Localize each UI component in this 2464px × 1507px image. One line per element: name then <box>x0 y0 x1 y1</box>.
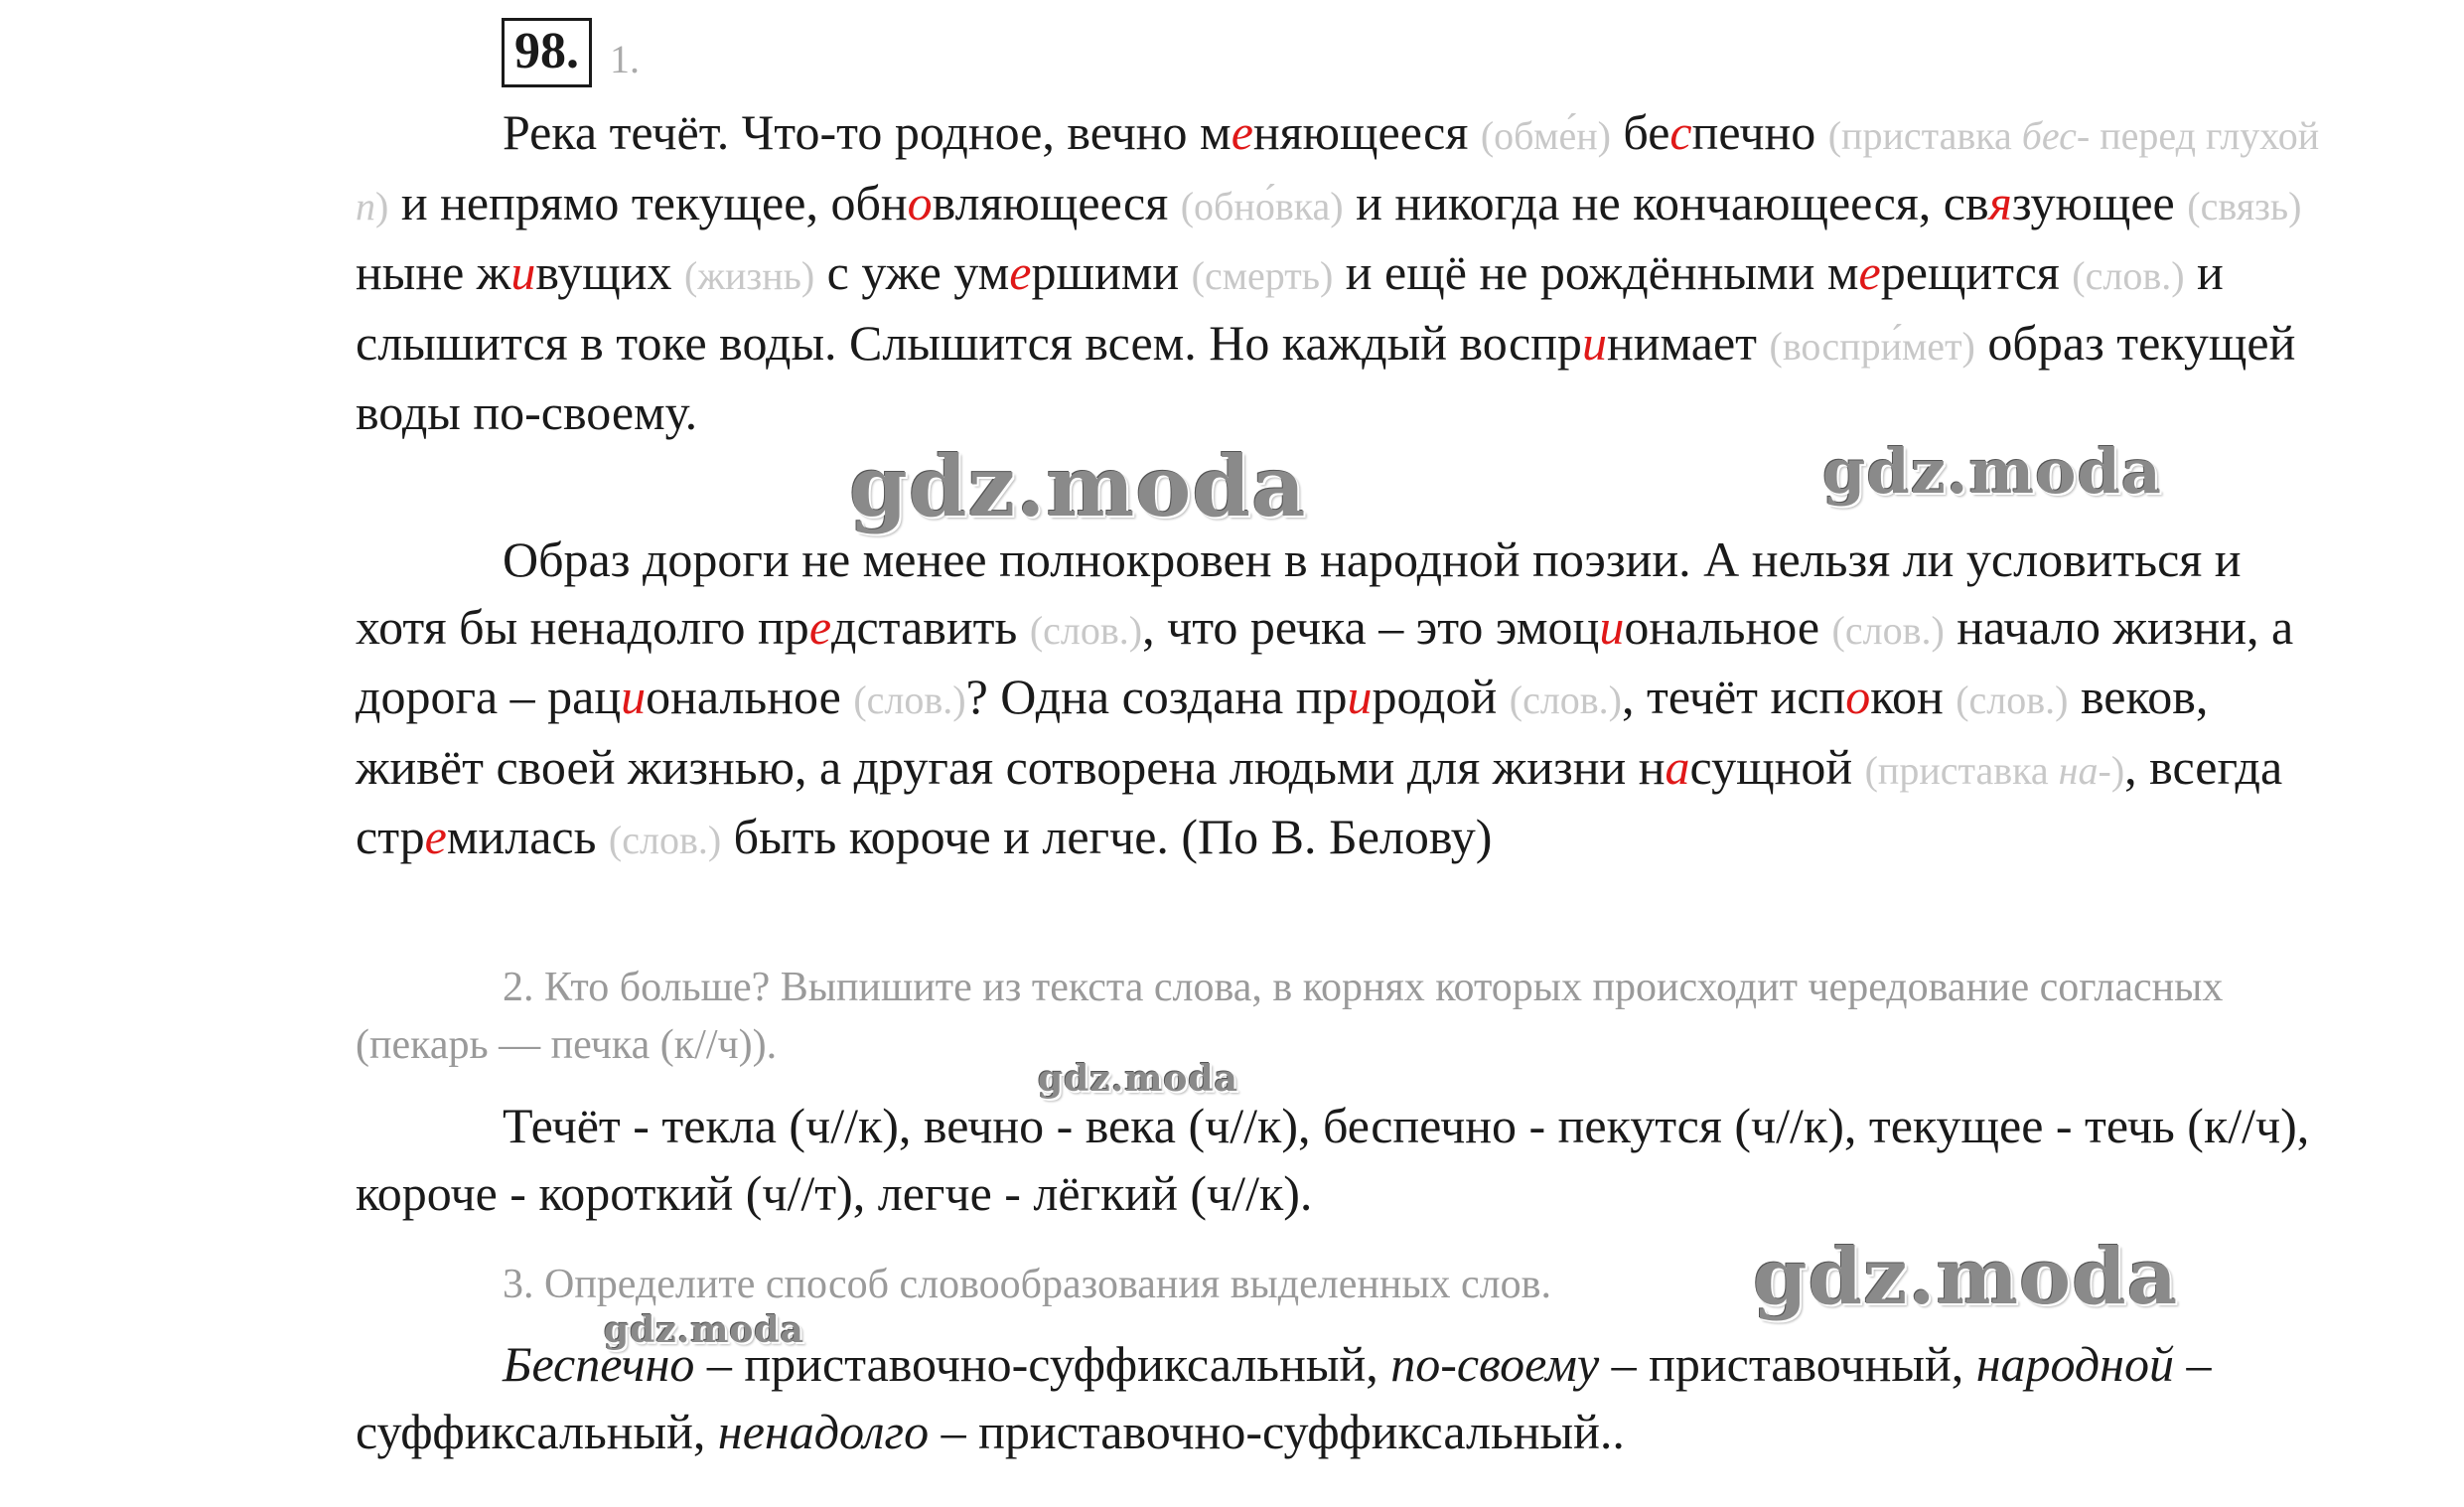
text-fragment: , что речка – это эмоц <box>1142 598 1600 655</box>
check-note: (связь) <box>2187 183 2302 228</box>
check-note-italic: на- <box>2058 747 2111 793</box>
highlighted-letter: е <box>1231 104 1253 160</box>
text-fragment: и никогда не кончающееся, св <box>1343 174 1989 230</box>
text-fragment: быть короче и легче. (По В. Белову) <box>721 809 1493 864</box>
derivation-word: по-своему <box>1390 1336 1600 1392</box>
text-fragment: ршими <box>1031 244 1192 300</box>
text-fragment: и ещё не рождёнными м <box>1333 244 1859 300</box>
highlighted-letter: е <box>1009 244 1032 300</box>
watermark: gdz.moda <box>1753 1232 2179 1322</box>
check-note: перед глухой <box>2090 113 2320 158</box>
highlighted-letter: е <box>424 809 447 864</box>
check-note-italic: п <box>356 183 375 228</box>
text-fragment: дставить <box>831 598 1030 655</box>
derivation-word: народной <box>1975 1336 2174 1392</box>
exercise-header <box>502 18 640 87</box>
text-fragment: сущной <box>1689 738 1865 795</box>
check-note-italic: бес- <box>2021 113 2091 158</box>
text-fragment: нимает <box>1606 314 1770 371</box>
highlighted-letter: с <box>1669 104 1692 160</box>
text-fragment: веков, живёт своей жизнью, а другая сотворена людьми для жизни н <box>356 669 2209 795</box>
highlighted-letter: а <box>1665 738 1690 795</box>
text-fragment: , всегда стр <box>356 738 2283 864</box>
text-fragment: начало жизни, а дорога – рац <box>356 598 2294 724</box>
derivation-type: – приставочно-суффиксальный, <box>694 1336 1391 1392</box>
text-fragment: печно <box>1691 104 1828 160</box>
text-fragment: ональное <box>1624 598 1832 655</box>
check-note: (смерть) <box>1191 253 1334 298</box>
text-fragment: Образ дороги не менее полнокровен в народной поэзии. А нельзя ли условиться и хотя бы ненадолго пр <box>356 531 2242 655</box>
text-fragment: ныне ж <box>356 244 511 300</box>
answer-2 <box>356 1093 2322 1227</box>
text-fragment: милась <box>446 809 609 864</box>
text-fragment: зующее <box>2011 174 2188 230</box>
check-note: (слов.) <box>1956 678 2069 722</box>
check-note: ) <box>375 183 389 228</box>
check-note: (слов.) <box>608 818 722 862</box>
check-note: (слов.) <box>1831 607 1945 653</box>
text-fragment: бе <box>1610 104 1670 160</box>
text-fragment: родой <box>1372 669 1510 724</box>
text-fragment: образ текущей воды по-своему. <box>356 314 2296 440</box>
check-note: (слов.) <box>1029 607 1143 653</box>
highlighted-letter: и <box>621 669 647 724</box>
check-note: (слов.) <box>853 678 966 722</box>
answer-2-text: Течёт - текла (ч//к), вечно - века (ч//к), беспечно - пекутся (ч//к), текущее - течь (к//ч), короче - короткий (ч//т), легче - лёгкий (ч//к). <box>356 1098 2310 1221</box>
highlighted-letter: и <box>1581 314 1607 371</box>
task-3-text: 3. Определите способ словообразования выделенных слов. <box>503 1262 1551 1307</box>
check-note: (воспри́мет) <box>1769 323 1975 369</box>
task-2 <box>356 959 2322 1074</box>
answer-3 <box>356 1331 2322 1465</box>
highlighted-letter: о <box>907 174 933 230</box>
text-fragment: с уже ум <box>814 244 1010 300</box>
exercise-number: 98. <box>502 18 592 87</box>
text-fragment: рещится <box>1880 244 2073 300</box>
derivation-type: – приставочный, <box>1599 1336 1976 1392</box>
highlighted-letter: я <box>1988 174 2012 230</box>
text-fragment: Река течёт. Что-то родное, вечно м <box>503 104 1232 160</box>
check-note: (приставка <box>1864 747 2059 793</box>
watermark: gdz.moda <box>1038 1058 1238 1100</box>
derivation-word: ненадолго <box>717 1403 930 1459</box>
text-fragment: кон <box>1870 669 1957 724</box>
check-note: ) <box>2110 747 2125 793</box>
part-1-label: 1. <box>610 36 640 81</box>
text-fragment: , течёт исп <box>1622 669 1846 724</box>
derivation-type: – суффиксальный, <box>356 1336 2212 1459</box>
check-note: (обме́н) <box>1480 113 1611 158</box>
check-note: (обно́вка) <box>1180 183 1344 228</box>
highlighted-letter: и <box>1599 598 1625 655</box>
watermark: gdz.moda <box>849 437 1307 535</box>
text-paragraph-2 <box>356 527 2322 874</box>
highlighted-letter: е <box>808 598 832 655</box>
check-note: (слов.) <box>1509 678 1622 722</box>
text-fragment: няющееся <box>1252 104 1481 160</box>
derivation-word: Беспечно <box>503 1336 695 1392</box>
check-note: (жизнь) <box>684 253 815 298</box>
text-fragment: вущих <box>535 244 685 300</box>
highlighted-letter: о <box>1845 669 1871 724</box>
task-2-text: 2. Кто больше? Выпишите из текста слова, в корнях которых происходит чередование согласных (пекарь — печка (к//ч)). <box>356 965 2224 1068</box>
highlighted-letter: е <box>1858 244 1881 300</box>
watermark: gdz.moda <box>1822 435 2162 508</box>
check-note: (приставка <box>1827 113 2022 158</box>
check-note: (слов.) <box>2072 253 2185 298</box>
text-fragment: ональное <box>646 669 854 724</box>
watermark: gdz.moda <box>604 1309 804 1351</box>
highlighted-letter: и <box>1347 669 1373 724</box>
text-fragment: и непрямо текущее, обн <box>388 174 908 230</box>
text-fragment: вляющееся <box>932 174 1181 230</box>
highlighted-letter: и <box>510 244 536 300</box>
text-paragraph-1 <box>356 99 2322 447</box>
derivation-type: – приставочно-суффиксальный.. <box>929 1403 1625 1459</box>
text-fragment: и слышится в токе воды. Слышится всем. Но каждый воспр <box>356 244 2224 371</box>
text-fragment: ? Одна создана пр <box>965 669 1348 724</box>
